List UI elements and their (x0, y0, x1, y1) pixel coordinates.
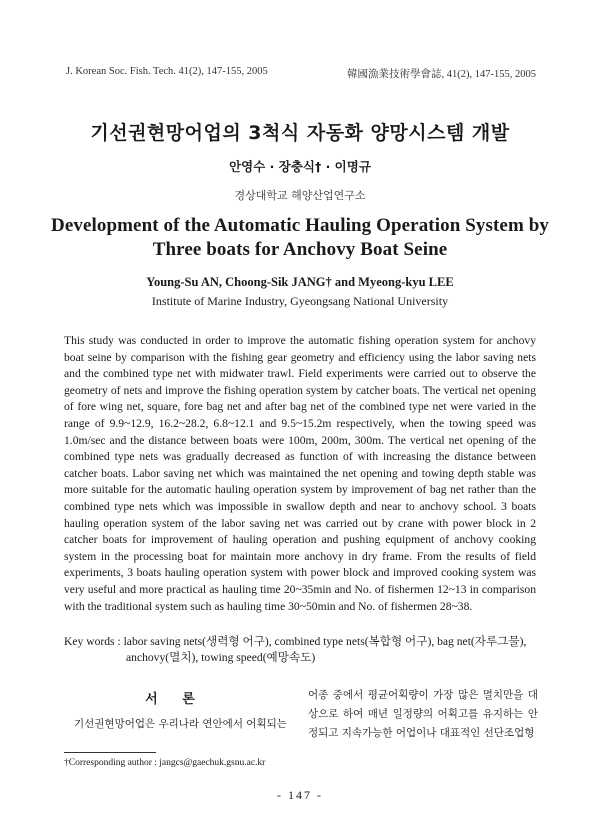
korean-authors: 안영수 · 장충식† · 이명규 (229, 159, 371, 174)
english-title-line1: Development of the Automatic Hauling Operation System by (51, 215, 549, 236)
running-header-right: 韓國漁業技術學會誌, 41(2), 147-155, 2005 (347, 69, 536, 80)
footnote-corresponding-author: †Corresponding author : jangcs@gaechuk.gsnu.ac.kr (64, 758, 266, 768)
english-title-line2: Three boats for Anchovy Boat Seine (152, 239, 448, 260)
english-institution: Institute of Marine Industry, Gyeongsang National University (151, 294, 449, 308)
running-header-left: J. Korean Soc. Fish. Tech. 41(2), 147-155, 2005 (66, 66, 268, 77)
page-number: - 147 - (277, 788, 323, 802)
keywords (64, 634, 544, 666)
abstract: This study was conducted in order to improve the automatic fishing operation system for anchovy boat seine by comparison with the fishing gear geometry and efficiency using the labor saving nets and the combined type net with midwater trawl. Field experiments were carried out to observe the geometry of nets and improve the fishing operation system by catcher boats. The vertical net opening of fore wing net, square, fore bag net and after bag net of the combined type net were varied in the range of 9.9~12.9, 16.2~28.2, 6.8~12.1 and 9.5~15.2m respectively, when the towing speed was 1.0m/sec and the distance between boats were 100m, 200m, 300m. The vertical net opening of the combined type nets was gradually decreased as function of with increasing the distance between catcher boats. Labor saving net which was maintained the net opening and towing depth stable was more suitable for the automatic hauling operation system by improvement of bag net rather than the combined type nets which was impossible in swallow depth and near to anchovy school. 3 boats hauling operation system of the labor saving net was carried out by crane with power block in 2 catcher boats for improvement of hauling operation and pushing equipment of anchovy cooking system in the processing boat for maintain more anchovy in dry frame. From the results of field experiments, 3 boats hauling operation system with power block and improved cooking system was very useful and more practical as hauling time 20~35min and No. of fishermen 12~13 in comparison with the traditional system such as hauling time 30~50min and No. of fishermen 28~38. (64, 334, 536, 613)
keywords-line1: Key words : labor saving nets(생력형 어구), combined type nets(복합형 어구), bag net(자루그물), (64, 635, 527, 648)
english-authors: Young-Su AN, Choong-Sik JANG† and Myeong-kyu LEE (146, 275, 454, 289)
korean-title: 기선권현망어업의 3척식 자동화 양망시스템 개발 (90, 122, 510, 144)
section-heading-introduction: 서 론 (145, 692, 205, 707)
body-text-left-column: 기선권현망어업은 우리나라 연안에서 어획되는 (74, 718, 287, 730)
keywords-line2: anchovy(멸치), towing speed(예망속도) (126, 651, 316, 664)
body-text-right-column: 어종 중에서 평균어획량이 가장 많은 멸치만을 대상으로 하여 매년 일정량의 어획고를 유지하는 안정되고 지속가능한 어업이나 대표적인 선단조업형 (308, 689, 538, 739)
korean-institution: 경상대학교 해양산업연구소 (234, 189, 366, 202)
english-title (0, 214, 600, 262)
footnote-divider (64, 752, 156, 753)
